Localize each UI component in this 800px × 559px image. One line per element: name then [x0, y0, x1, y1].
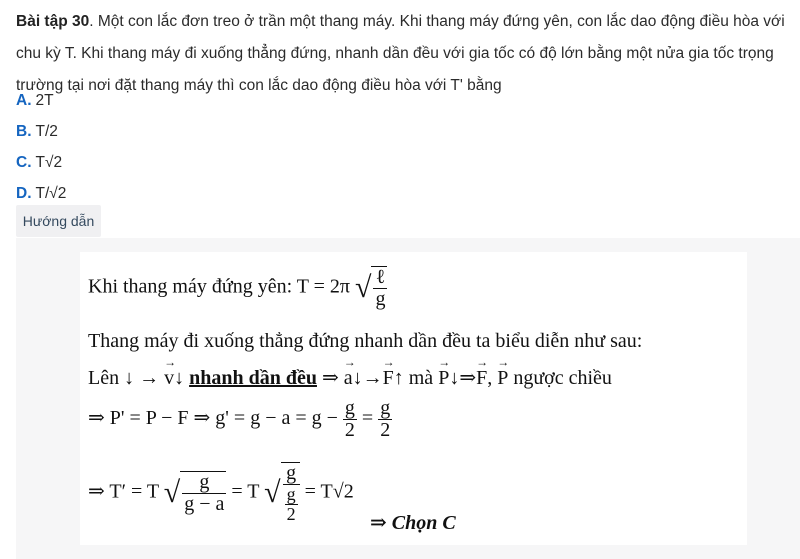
- option-text: T/√2: [35, 185, 67, 202]
- option-c[interactable]: [16, 150, 66, 181]
- sol-text: ↓⇒: [449, 367, 477, 389]
- solution-answer: ⇒ Chọn C: [370, 512, 456, 534]
- solution-line-1: [88, 266, 387, 310]
- sol-text: ↓: [174, 367, 185, 389]
- sol-text: ⇒: [321, 367, 339, 389]
- question-body: . Một con lắc đơn treo ở trần một thang máy. Khi thang máy đứng yên, con lắc dao động điều hòa với chu kỳ T. Khi thang máy đi xuống thẳng đứng, nhanh dần đều với gia tốc có độ lớn bằng một nửa gia tốc trọng trường tại nơi đặt thang máy thì con lắc dao động điều hòa với T' bằng: [16, 13, 785, 94]
- answer-options: [16, 88, 66, 212]
- solution-line-3: [88, 365, 612, 390]
- option-letter: B.: [16, 123, 32, 140]
- option-text: 2T: [35, 92, 54, 109]
- sol-text: ⇒ P' = P − F ⇒ g' = g − a = g −: [88, 407, 338, 430]
- option-b[interactable]: [16, 119, 66, 150]
- solution-line-5: [88, 462, 354, 524]
- sol-text: =: [361, 407, 374, 430]
- sol-text: ,: [487, 367, 493, 389]
- sol-text: ↓→: [352, 367, 383, 389]
- sol-text: ↑ mà: [393, 367, 434, 389]
- bold-underlined-text: nhanh dần đều: [189, 367, 317, 389]
- sqrt-expr: √ $\frac{g}{\frac{g}{2}}$: [264, 462, 299, 524]
- frac-den: 2: [286, 503, 296, 524]
- frac-den: 2: [344, 419, 355, 441]
- option-letter: C.: [16, 154, 32, 171]
- frac-num: g: [182, 472, 226, 494]
- frac-num: g: [283, 463, 300, 485]
- frac-num: g: [286, 484, 296, 504]
- sol-text: = T√2: [304, 480, 354, 503]
- option-a[interactable]: [16, 88, 66, 119]
- guide-button[interactable]: Hướng dẫn: [16, 205, 101, 237]
- option-letter: D.: [16, 185, 32, 202]
- sqrt-expr: √ $\frac{\text{ℓ}}{g}$: [355, 266, 386, 310]
- option-text: T√2: [35, 154, 63, 171]
- sol-text: Lên ↓ →: [88, 367, 160, 389]
- solution-image: [80, 252, 747, 545]
- fraction: [378, 398, 392, 441]
- frac-num: ℓ: [373, 267, 387, 289]
- sol-text: Khi thang máy đứng yên: T = 2π: [88, 275, 351, 298]
- question-label: Bài tập 30: [16, 13, 90, 30]
- sol-text: = T: [231, 480, 260, 503]
- sol-text: ⇒ T′ = T: [88, 480, 159, 503]
- sol-text: ngược chiều: [513, 367, 612, 389]
- fraction: [343, 398, 357, 441]
- vector-f: → F: [476, 367, 487, 390]
- frac-den: g: [375, 288, 386, 310]
- frac-den: 2: [380, 419, 391, 441]
- vector-a: → a: [344, 367, 353, 390]
- vector-p: → P: [497, 367, 508, 390]
- solution-line-2: Thang máy đi xuống thẳng đứng nhanh dần đều ta biểu diễn như sau:: [88, 330, 643, 352]
- sqrt-expr: √ $\frac{g}{g - a}$: [163, 470, 225, 515]
- vector-f: → F: [383, 367, 394, 390]
- vector-v: → v: [164, 367, 174, 390]
- question-text: [16, 6, 792, 102]
- vector-p: → P: [438, 367, 449, 390]
- option-letter: A.: [16, 92, 32, 109]
- solution-line-4: [88, 398, 392, 441]
- frac-num: g: [344, 397, 355, 419]
- frac-num: g: [380, 397, 391, 419]
- frac-den: g − a: [184, 492, 225, 515]
- option-text: T/2: [35, 123, 58, 140]
